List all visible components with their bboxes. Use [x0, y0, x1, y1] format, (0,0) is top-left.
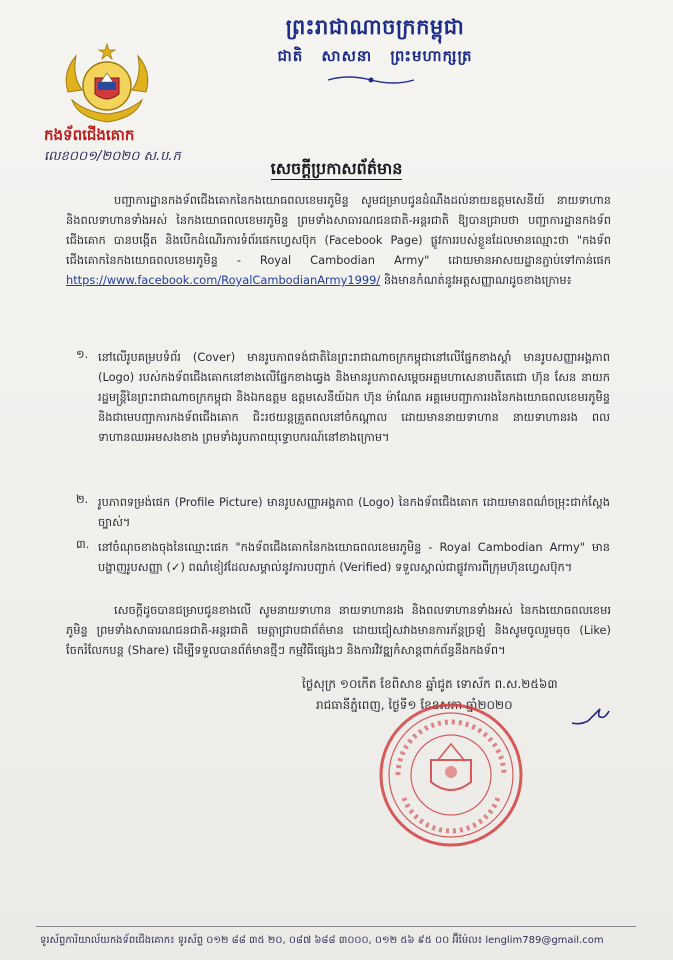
closing-paragraph: សេចក្តីដូចបានជម្រាបជូនខាងលើ សូមនាយទាហាន នាយទាហានរង និងពលទាហានទាំងអស់ នៃកងយោធពលខេមរភូមិន្ទ ព្រមទាំងសាធារណជនជាតិ-អន្តរជាតិ មេត្តាជ្រាបជាព័ត៌មាន ដោយជៀសវាងមានការភ័ន្តច្រឡំ និងសូមចូលរួមចុច (Like) ចែករំលែកបន្ត (Share) ដើម្បីទទួលបានព័ត៌មានថ្មីៗ កម្មវិធីផ្សេងៗ និងការវិវឌ្ឍកំសាន្តពាក់ព័ន្ធនឹងកងទ័ព។ [66, 603, 611, 657]
footer-email[interactable]: lenglim789@gmail.com [485, 935, 604, 946]
motto-king: ព្រះមហាក្សត្រ [390, 47, 473, 65]
national-motto [250, 47, 500, 69]
item-number-2: ២. [76, 492, 89, 506]
intro-paragraph [66, 190, 611, 290]
signature [570, 705, 610, 729]
intro-text: បញ្ជាការដ្ឋានកងទ័ពជើងគោកនៃកងយោធពលខេមរភូមិន្ទ សូមជម្រាបជូនដំណឹងដល់នាយឧត្តមសេនីយ៍ នាយទាហាន និងពលទាហានទាំងអស់ នៃកងយោធពលខេមរភូមិន្ទ ព្រមទាំងសាធារណជនជាតិ-អន្តរជាតិ ឱ្យបានជ្រាបថា បញ្ជាការដ្ឋានកងទ័ពជើងគោក បានបង្កើត និងបើកដំណើរការទំព័រផេកហ្វេសប៊ុក (Facebook Page) ផ្លូវការរបស់ខ្លួនដែលមានឈ្មោះថា "កងទ័ពជើងគោកនៃកងយោធពលខេមរភូមិន្ទ - Royal Cambodian Army" ដោយមានអាសយដ្ឋានភ្ជាប់ទៅកាន់ផេក [66, 193, 611, 267]
item-number-3: ៣. [76, 537, 90, 551]
facebook-page-link[interactable]: https://www.facebook.com/RoyalCambodianArmy1999/ [66, 273, 381, 287]
footer-contact [40, 933, 640, 948]
intro-tail: និងមានកំណត់នូវអត្តសញ្ញាណដូចខាងក្រោម៖ [383, 273, 572, 287]
item-cover: នៅលើរូបគម្របទំព័រ (Cover) មានរូបភាពទង់ជាតិនៃព្រះរាជាណាចក្រកម្ពុជានៅលើផ្នែកខាងស្តាំ មានរូបសញ្ញាអង្គភាព (Logo) របស់កងទ័ពជើងគោកនៅខាងលើផ្នែកខាងឆ្វេង និងមានរូបភាពសម្តេចអគ្គមហាសេនាបតីតេជោ ហ៊ុន សែន នាយករដ្ឋមន្ត្រីនៃព្រះរាជាណាចក្រកម្ពុជា និងឯកឧត្តម ឧត្តមសេនីយ៍ឯក ហ៊ុន ម៉ាណែត អគ្គមេបញ្ជាការរងនៃកងយោធពលខេមរភូមិន្ទ និងជាមេបញ្ជាការកងទ័ពជើងគោក ជិះរថយន្តគ្រួតពលនៅចំកណ្តាល ដោយមាននាយទាហាន នាយទាហានរង ពលទាហានឈរអមសងខាង ព្រមទាំងរូបភាពយុទ្ធោបករណ៍នៅខាងក្រោម។ [98, 350, 610, 444]
motto-nation: ជាតិ [277, 47, 304, 65]
header-ornament [326, 73, 416, 87]
document-title-text: សេចក្តីប្រកាសព័ត៌មាន [270, 159, 403, 178]
reference-number: លេខ០០១/២០២០ ស.ប.ក [44, 149, 181, 164]
kingdom-title: ព្រះរាជាណាចក្រកម្ពុជា [285, 15, 465, 39]
item-number-1: ១. [76, 347, 89, 361]
motto-religion: សាសនា [321, 47, 373, 65]
footer-divider [36, 926, 636, 927]
item-verified: នៅចំណុចខាងចុងនៃឈ្មោះផេក "កងទ័ពជើងគោកនៃកងយោធពលខេមរភូមិន្ទ - Royal Cambodian Army" មានបង្ហាញរូបសញ្ញា (✓) ពណ៌ខៀវដែលសម្គាល់នូវការបញ្ជាក់ (Verified) ទទួលស្គាល់ជាផ្លូវការពីក្រុមហ៊ុនហ្វេសប៊ុក។ [98, 540, 610, 574]
unit-name: កងទ័ពជើងគោក [44, 126, 135, 144]
solar-date: រាជធានីភ្នំពេញ, ថ្ងៃទី១ ខែឧសភា ឆ្នាំ២០២០ [316, 698, 513, 712]
army-emblem-icon [58, 42, 156, 124]
lunar-date: ថ្ងៃសុក្រ ១០កើត ខែពិសាខ ឆ្នាំជូត ទោស័ក ព.ស.២៥៦៣ [302, 677, 558, 691]
official-seal-icon [376, 700, 526, 850]
document-title [0, 158, 673, 182]
footer-phones: ទូរស័ព្ទការិយាល័យកងទ័ពជើងគោក៖ ទូរស័ព្ទ ០១២ ៨៨ ៣៥ ២០, ០៨៧ ៦៨៨ ៣០០០, ០១២ ៥៦ ៩៥ ០០ អ៊ីម៉ែល៖ [40, 935, 483, 946]
item-profile-picture: រូបភាពទម្រង់ផេក (Profile Picture) មានរូបសញ្ញាអង្គភាព (Logo) នៃកងទ័ពជើងគោក ដោយមានពណ៌ចម្រុះជាក់ស្តែងច្បាស់។ [98, 495, 610, 529]
